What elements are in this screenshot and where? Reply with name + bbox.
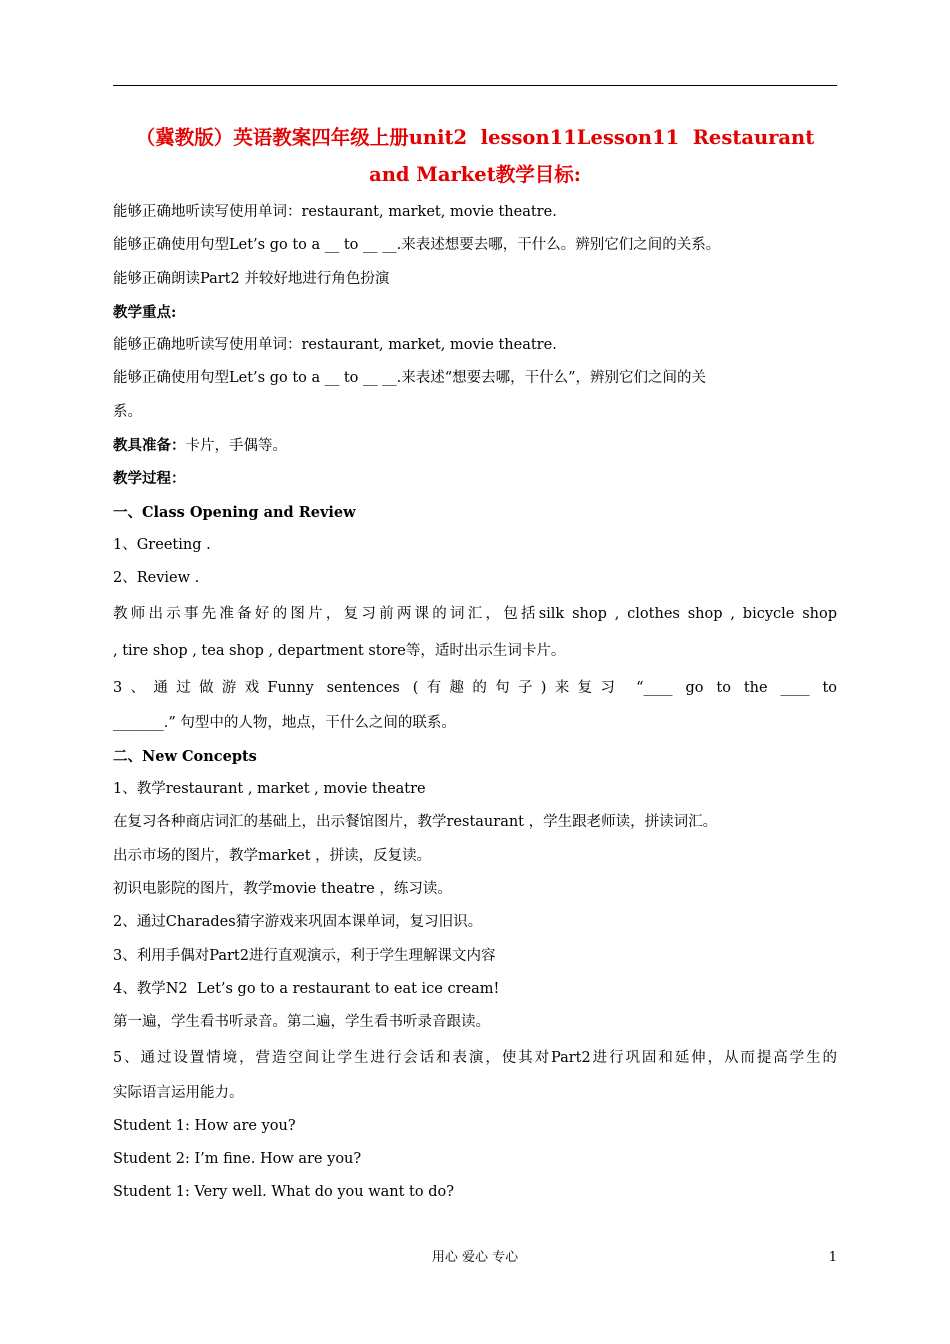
key-point-line: 能够正确使用句型Let’s go to a __ to __ __.来表述“想要去哪，干什么”，辨别它们之间的关 xyxy=(113,370,707,387)
section2-heading: 二、New Concepts xyxy=(113,747,257,765)
section1-item: , tire shop , tea shop , department store等，适时出示生词卡片。 xyxy=(113,642,566,659)
dialogue-line: Student 2: I’m fine. How are you? xyxy=(113,1151,362,1168)
section2-item: 5、通过设置情境，营造空间让学生进行会话和表演，使其对Part2进行巩固和延伸，从而提高学生的 xyxy=(113,1049,837,1066)
document-title: （冀教版）英语教案四年级上册unit2 lesson11Lesson11 Restaurant and Market教学目标: xyxy=(135,126,822,186)
section1-item: 2、Review . xyxy=(113,570,200,587)
key-point-line: 能够正确地听读写使用单词：restaurant, market, movie theatre. xyxy=(113,337,557,354)
key-point-line: 系。 xyxy=(113,403,142,420)
section2-item: 3、利用手偶对Part2进行直观演示，利于学生理解课文内容 xyxy=(113,947,496,964)
section1-item: _______.” 句型中的人物，地点，干什么之间的联系。 xyxy=(113,714,456,731)
header-rule xyxy=(113,85,837,86)
materials-line xyxy=(113,429,837,462)
footer-motto: 用心 爱心 专心 xyxy=(431,1250,519,1265)
section1-item: 3、通过做游戏Funny sentences (有趣的句子)来复习 “____ go to the ____ to xyxy=(113,679,837,696)
key-points-heading: 教学重点: xyxy=(113,303,177,321)
section1-item: 1、Greeting . xyxy=(113,536,211,553)
section1-item: 教师出示事先准备好的图片，复习前两课的词汇，包括silk shop , clothes shop , bicycle shop xyxy=(113,605,837,622)
process-heading: 教学过程： xyxy=(113,470,186,488)
section2-item: 初识电影院的图片，教学movie theatre ，练习读。 xyxy=(113,881,452,898)
objective-line: 能够正确使用句型Let’s go to a __ to __ __.来表述想要去哪，干什么。辨别它们之间的关系。 xyxy=(113,237,721,254)
dialogue-line: Student 1: Very well. What do you want to do? xyxy=(113,1184,454,1201)
section2-item: 在复习各种商店词汇的基础上，出示餐馆图片，教学restaurant ，学生跟老师读，拼读词汇。 xyxy=(113,814,718,831)
section2-item: 第一遍，学生看书听录音。第二遍，学生看书听录音跟读。 xyxy=(113,1014,490,1031)
objective-line: 能够正确朗读Part2 并较好地进行角色扮演 xyxy=(113,270,390,287)
section1-heading: 一、Class Opening and Review xyxy=(113,503,356,521)
objective-line: 能够正确地听读写使用单词：restaurant, market, movie theatre. xyxy=(113,204,557,220)
section2-item: 出示市场的图片，教学market ，拼读，反复读。 xyxy=(113,847,432,864)
page-number: 1 xyxy=(828,1250,837,1265)
section2-item: 1、教学restaurant , market , movie theatre xyxy=(113,781,426,798)
materials-text: 卡片，手偶等。 xyxy=(185,438,287,455)
section2-item: 实际语言运用能力。 xyxy=(113,1084,244,1101)
document-body xyxy=(113,196,837,1210)
section2-item: 4、教学N2 Let’s go to a restaurant to eat ice cream! xyxy=(113,980,500,997)
section2-item: 2、通过Charades猜字游戏来巩固本课单词，复习旧识。 xyxy=(113,914,483,931)
dialogue-line: Student 1: How are you? xyxy=(113,1117,296,1134)
materials-label: 教具准备： xyxy=(113,437,186,455)
